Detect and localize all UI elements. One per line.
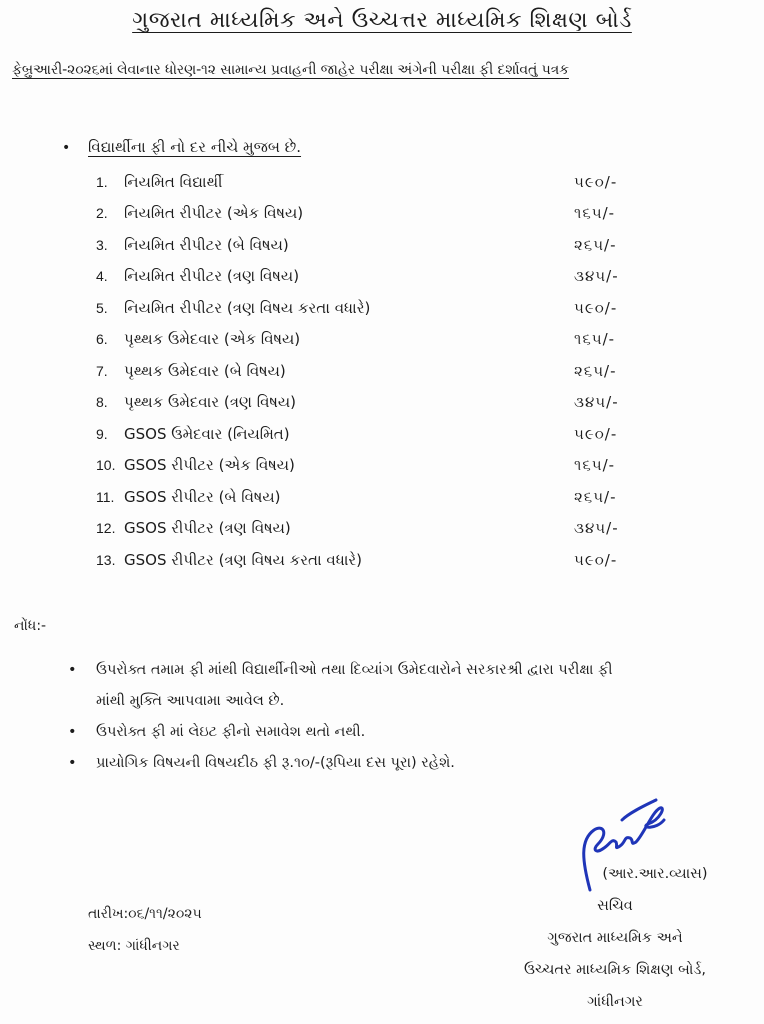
fee-category: GSOS ઉમેદવાર (નિયમિત): [124, 424, 290, 443]
signatory-org-line1: ગુજરાત માધ્યમિક અને: [547, 930, 683, 946]
fee-category: નિયમિત વિદ્યાર્થી: [124, 172, 223, 191]
fee-number: 8.: [96, 394, 108, 411]
fee-category: પૃથ્થક ઉમેદવાર (બે વિષય): [124, 361, 286, 380]
document-date: તારીખ:૦૬/૧૧/૨૦૨૫: [88, 906, 202, 922]
fee-row: [96, 355, 656, 387]
fee-category: GSOS રીપીટર (એક વિષય): [124, 456, 295, 475]
bullet-icon: •: [68, 724, 77, 740]
fee-number: 2.: [96, 205, 108, 222]
fee-amount: ૧૬૫/-: [574, 204, 616, 223]
title-text: ગુજરાત માધ્યમિક અને ઉચ્ચત્તર માધ્યમિક શિક્ષણ બોર્ડ: [132, 8, 632, 33]
fee-amount: ૧૬૫/-: [574, 456, 616, 475]
fee-amount: ૫૯૦/-: [574, 550, 618, 569]
signatory-designation: સચિવ: [597, 898, 633, 914]
signatory-block: [470, 858, 760, 1018]
fee-heading-text: વિદ્યાર્થીના ફી નો દર નીચે મુજબ છે.: [88, 138, 302, 156]
note-line: ઉપરોક્ત ફી માં લેઇટ ફીનો સમાવેશ થતો નથી.: [96, 724, 366, 740]
fee-row: [96, 450, 656, 482]
fee-row: [96, 481, 656, 513]
fee-row: [96, 387, 656, 419]
fee-amount: ૨૬૫/-: [574, 361, 617, 380]
fee-number: 10.: [96, 457, 116, 474]
document-place: સ્થળ: ગાંધીનગર: [88, 938, 180, 954]
fee-amount: ૨૬૫/-: [574, 235, 617, 254]
fee-row: [96, 198, 656, 230]
notes-label: નોંધ:-: [14, 618, 47, 634]
date-place-block: [88, 898, 202, 962]
fee-category: પૃથ્થક ઉમેદવાર (એક વિષય): [124, 330, 301, 349]
fee-row: [96, 513, 656, 545]
fee-number: 7.: [96, 362, 108, 379]
fee-amount: ૩૪૫/-: [574, 519, 619, 538]
document-title: [0, 8, 764, 33]
fee-heading: [62, 138, 301, 156]
document-subtitle: [12, 62, 757, 78]
fee-number: 3.: [96, 236, 108, 253]
fee-number: 11.: [96, 488, 115, 505]
bullet-icon: •: [68, 662, 77, 678]
note-item: [66, 748, 756, 779]
note-item: [66, 717, 756, 748]
fee-row: [96, 166, 656, 198]
fee-number: 4.: [96, 268, 108, 285]
fee-row: [96, 292, 656, 324]
fee-amount: ૫૯૦/-: [574, 172, 618, 191]
signatory-city: ગાંધીનગર: [587, 994, 643, 1010]
note-line: માંથી મુક્તિ આપવામા આવેલ છે.: [96, 693, 285, 709]
fee-list: [96, 166, 656, 576]
fee-amount: ૨૬૫/-: [574, 487, 617, 506]
fee-row: [96, 544, 656, 576]
fee-number: 6.: [96, 331, 108, 348]
fee-amount: ૩૪૫/-: [574, 393, 619, 412]
fee-amount: ૫૯૦/-: [574, 298, 618, 317]
bullet-icon: •: [68, 755, 77, 771]
fee-category: નિયમિત રીપીટર (ત્રણ વિષય): [124, 267, 300, 286]
fee-number: 12.: [96, 520, 116, 537]
fee-amount: ૩૪૫/-: [574, 267, 619, 286]
notes-list: [66, 655, 756, 779]
fee-category: GSOS રીપીટર (ત્રણ વિષય): [124, 519, 291, 538]
fee-row: [96, 418, 656, 450]
fee-row: [96, 229, 656, 261]
fee-category: GSOS રીપીટર (ત્રણ વિષય કરતા વધારે): [124, 550, 363, 569]
fee-number: 9.: [96, 425, 108, 442]
fee-number: 13.: [96, 551, 116, 568]
fee-amount: ૫૯૦/-: [574, 424, 618, 443]
subtitle-text: ફેબ્રુઆરી-૨૦૨૬માં લેવાનાર ધોરણ-૧૨ સામાન્ય પ્રવાહની જાહેર પરીક્ષા અંગેની પરીક્ષા ફી દર્શાવતું પત્રક: [12, 62, 569, 78]
fee-category: નિયમિત રીપીટર (બે વિષય): [124, 235, 289, 254]
fee-row: [96, 324, 656, 356]
signatory-name: (આર.આર.વ્યાસ): [602, 866, 708, 882]
bullet-icon: •: [62, 140, 71, 156]
note-line: ઉપરોક્ત તમામ ફી માંથી વિદ્યાર્થીનીઓ તથા દિવ્યાંગ ઉમેદવારોને સરકારશ્રી દ્વારા પરીક્ષા ફી: [96, 662, 613, 678]
fee-row: [96, 261, 656, 293]
note-item: [66, 655, 756, 717]
note-line: પ્રાયોગિક વિષયની વિષયદીઠ ફી રૂ.૧૦/-(રૂપિયા દસ પૂરા) રહેશે.: [96, 755, 455, 771]
fee-amount: ૧૬૫/-: [574, 330, 616, 349]
fee-category: GSOS રીપીટર (બે વિષય): [124, 487, 281, 506]
fee-category: નિયમિત રીપીટર (એક વિષય): [124, 204, 304, 223]
fee-category: પૃથ્થક ઉમેદવાર (ત્રણ વિષય): [124, 393, 297, 412]
fee-category: નિયમિત રીપીટર (ત્રણ વિષય કરતા વધારે): [124, 298, 371, 317]
signatory-org-line2: ઉચ્ચતર માધ્યમિક શિક્ષણ બોર્ડ,: [524, 962, 706, 978]
fee-number: 1.: [96, 173, 108, 190]
fee-number: 5.: [96, 299, 108, 316]
